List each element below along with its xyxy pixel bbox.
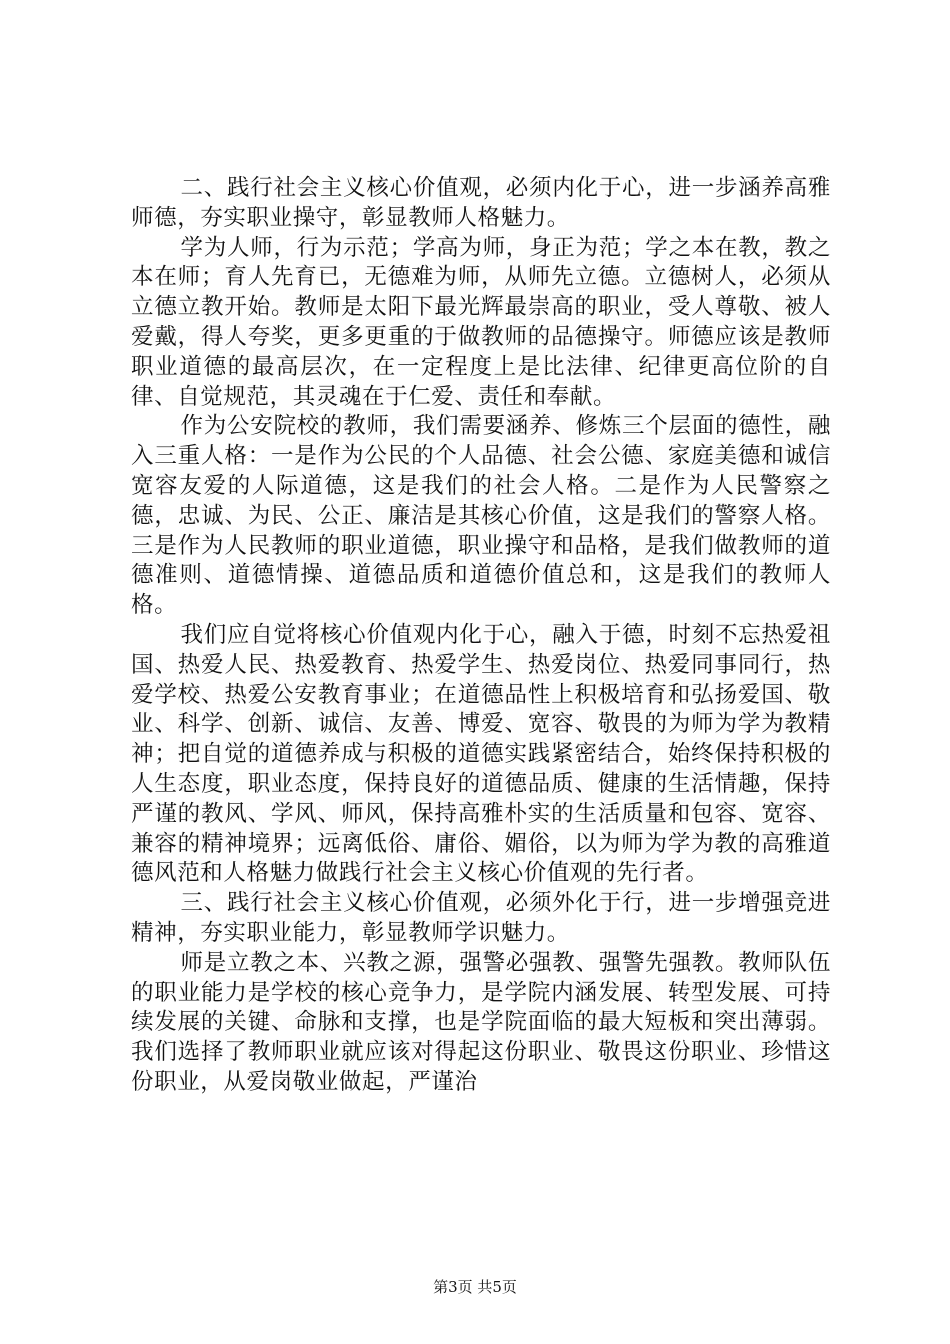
- paragraph-1: 二、践行社会主义核心价值观，必须内化于心，进一步涵养高雅师德，夯实职业操守，彰显教师人格魅力。: [131, 175, 831, 231]
- paragraph-4: 我们应自觉将核心价值观内化于心，融入于德，时刻不忘热爱祖国、热爱人民、热爱教育、热爱学生、热爱岗位、热爱同事同行，热爱学校、热爱公安教育事业；在道德品性上积极培育和弘扬爱国、敬业、科学、创新、诚信、友善、博爱、宽容、敬畏的为师为学为教精神；把自觉的道德养成与积极的道德实践紧密结合，始终保持积极的人生态度，职业态度，保持良好的道德品质、健康的生活情趣，保持严谨的教风、学风、师风，保持高雅朴实的生活质量和包容、宽容、兼容的精神境界；远离低俗、庸俗、媚俗，以为师为学为教的高雅道德风范和人格魅力做践行社会主义核心价值观的先行者。: [131, 621, 831, 887]
- body-text: [131, 174, 831, 1098]
- paragraph-3: 作为公安院校的教师，我们需要涵养、修炼三个层面的德性，融入三重人格：一是作为公民的个人品德、社会公德、家庭美德和诚信宽容友爱的人际道德，这是我们的社会人格。二是作为人民警察之德，忠诚、为民、公正、廉洁是其核心价值，这是我们的警察人格。三是作为人民教师的职业道德，职业操守和品格，是我们做教师的道德准则、道德情操、道德品质和道德价值总和，这是我们的教师人格。: [131, 413, 831, 619]
- paragraph-2: 学为人师，行为示范；学高为师，身正为范；学之本在教，教之本在师；育人先育已，无德难为师，从师先立德。立德树人，必须从立德立教开始。教师是太阳下最光辉最崇高的职业，受人尊敬、被人爱戴，得人夸奖，更多更重的于做教师的品德操守。师德应该是教师职业道德的最高层次，在一定程度上是比法律、纪律更高位阶的自律、自觉规范，其灵魂在于仁爱、责任和奉献。: [131, 234, 831, 410]
- paragraph-5: 三、践行社会主义核心价值观，必须外化于行，进一步增强竞进精神，夯实职业能力，彰显教师学识魅力。: [131, 890, 831, 946]
- paragraph-6: 师是立教之本、兴教之源，强警必强教、强警先强教。教师队伍的职业能力是学校的核心竞争力，是学院内涵发展、转型发展、可持续发展的关键、命脉和支撑，也是学院面临的最大短板和突出薄弱。我们选择了教师职业就应该对得起这份职业、敬畏这份职业、珍惜这份职业，从爱岗敬业做起，严谨治: [131, 949, 831, 1095]
- page-footer: 第3页 共5页: [433, 1278, 517, 1296]
